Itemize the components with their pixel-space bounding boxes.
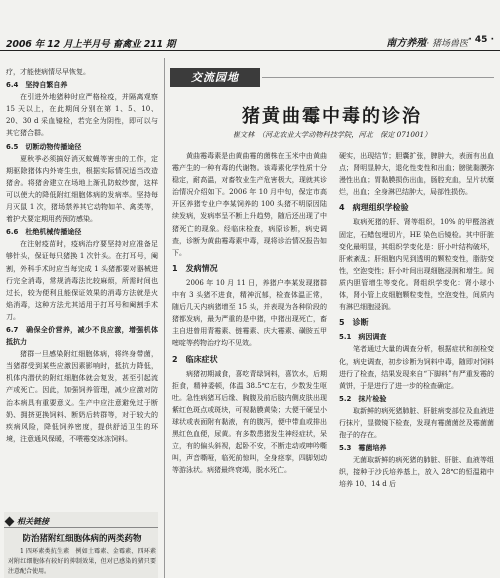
section-5-3-heading: 5.3 霉菌培养 [339,444,387,453]
section-6-4-heading: 6.4 坚持自繁自养 [6,81,68,90]
section-6-6-body: 在注射疫苗时，疫病治疗要坚持对应准备足够针头，保证每只猪换 1 次针头。在打耳号，阉割，外科手术时应当每完成 1 头猪都要对器械进行完全消毒，常规消毒法比较麻烦，所需时间也过长，较为便利且能保证效果的消毒方法就是火焰消毒，这种方法尤其适用于打耳号和阉割手术刀。 [6,240,158,321]
section-5-2-body: 取新鲜的病死猪肺脏、肝脏病变部位及血液进行抹片，显微镜下检查，发现有霉菌菌丝及霉菌菌孢子的存在。 [339,406,494,440]
box-rule [4,527,158,528]
left-cont-text: 疗，才能使病情尽早恢复。 [6,68,90,76]
section-5-1-body: 笔者通过大量的调查分析，根据症状和剖检变化，病史调查，初步诊断为饲料中毒，随即对饲料进行了检查，结果发现来自“下脚料”有严重发霉的黄饼，于是进行了进一步的检查确定。 [339,345,494,390]
section-label [386,34,468,49]
related-link-tag-text: 相关链接 [17,517,49,526]
page-header [0,0,500,48]
column-banner: 交流园地 [170,68,260,87]
diamond-bullet-icon [5,517,15,527]
section-5-heading: 5 诊断 [339,318,369,328]
column-divider [164,58,165,578]
article-title: 猪黄曲霉中毒的诊治 [242,106,422,127]
section-1-heading: 1 发病情况 [172,263,218,273]
brand-label: 南方养殖 [386,38,427,49]
section-6-4-body: 在引进外地猪种时应严格检疫，并隔离观察 15 天以上，在此期间分别在第 1、5、10、20、30 d 采血镜检，若完全为阴性，即可以与其它猪合群。 [6,93,158,138]
intro-paragraph: 黄曲霉毒素是由黄曲霉的菌株在玉米中由黄曲霉产生的一种有毒的代谢物。该毒素化学性质十分稳定，耐高温，对畜牧业生产危害极大，现就其诊治情况介绍如下。2006 年 10 月中旬，保定市高开区养猪专业户李某饲养的 100 头猪不明原因陆续发病，发病率呈不断上升趋势，随后还出现了中猪死亡的现象。经临床检查，病原诊断，病史调查，诊断为黄曲霉毒素中毒，现将诊治情况报告如下。 [172,152,327,257]
section-5-1-heading: 5.1 病因调查 [339,333,387,342]
section-6-7-heading: 6.7 确保全价营养，减少不良应激，增强机体抵抗力 [6,325,158,347]
section-1-body: 2006 年 10 月 11 日，养猪户李某发现猪群中有 3 头猪不进食，精神沉郁，检查体温正常，随后几天内病猪增至 15 头，并表现为各种阶段的猪都发病，最为严重的是中猪，中猪出现死亡，畜主自进曾用青霉素、链霉素、庆大霉素、磺胺五甲嘧啶等药物治疗均不见效。 [172,278,327,348]
issue-label: 2006 年 12 月上半月号 畜禽业 211 期 [6,39,176,50]
right-column [339,150,494,491]
section-6-5-heading: 6.5 切断动物传播途径 [6,142,82,151]
related-link-body: 1 四环素类抗生素 例如土霉素、金霉素、四环素对附红细胞体有较好的抑制效果，但对已感染的猪只要注意配合使用。 [8,548,156,575]
article-author: 崔文林 （河北农业大学动物科技学院，河北 保定 071001） [232,130,432,139]
banner-rule [262,77,494,78]
section-6-5-body: 夏秋季必须搞好消灭蚊蝇等害虫的工作，定期驱除猪体内外寄生虫，根据实际情况适当改造猪舍。将猪舍建立在场地上渐孔防蚊纱窗，这样可以使大的降低附红细胞体病的发病率。坚持每月灭鼠 1 次，猪场禁养其它动物如羊、禽类等，着护犬要定期用药预防感染。 [6,154,158,224]
page-number: · 45 · [468,35,494,45]
header-rule [0,50,500,51]
section-2-heading: 2 临床症状 [172,354,218,364]
left-column [6,66,158,445]
section-2-body: 病猪初期减食，喜吃青绿饲料，喜饮水，后期拒食，精神委顿，体温 38.5℃左右，少数发生呕吐。急性病猪耳后缘、胸腹及前后肢内侧皮肤出现紫红色斑点或斑块，可视黏膜黄染；大便干硬呈小球状或表面附有黏液，有的腹泻，便中带血或排出黑红色血便，尿黄。有多数患猪发生神经症状，呆立，有的偏头斜视，起卧不安，不断走动或呻吟嘶叫，声音嘶哑，临死前惊叫，全身痉挛，四脚划动等游泳状。病猪最终衰竭，脱水死亡。 [172,369,327,475]
related-link-tag [6,516,49,527]
related-link-title: 防治猪附红细胞体病的两类药物 [22,534,142,544]
section-sub-label: · 猪场兽医 [426,39,468,49]
section-5-3-body: 无菌取新鲜的病死猪的肺脏、肝脏、血液等组织，接种于沙氏培养基上，放入 28℃的恒温箱中培养 10、14 d 后 [339,456,494,489]
section-6-6-heading: 6.6 杜绝机械传播途径 [6,228,82,237]
section-4-body: 取病死猪的肝、肾等组织，10% 的甲醛溶液固定，石蜡包埋切片，HE 染色后镜检。其中肝脏变化最明显，其组织学变化是：肝小叶结构破坏，肝索紊乱；肝细胞内见到透明的颗粒变性，脂肪变性，空泡变性；肝小叶间出现细胞浸润和增生。间质内胆管增生等变化。肾组织学变化：肾小球小体，肾小管上皮细胞颗粒变性，空泡变性，间质内有淋巴细胞浸润。 [339,218,494,312]
section-5-2-heading: 5.2 抹片检验 [339,394,387,403]
section-6-7-body: 猪群一旦感染附红细胞体病，将终身带菌，当猪群受到某些应激因素影响时，抵抗力降低，机体内潜伏的附红细胞体就会复发，甚至引起流产或死亡。因此，加强饲养管理，减少应激对防治本病具有重要意义。生产中应注意避免过于断奶、拥挤更换饲料、断奶后转群等，对于较大的疾病风险，降低饲养密度，提供舒适卫生的环境，注意通风保暖，不喂霉变冰冻饲料。 [6,350,158,443]
middle-column [172,150,327,476]
right-cont-text: 硬实，出现结节；胆囊扩张，脾肿大，表面有出血点；肾明显肿大，退化性变性和出血；膀胱黏膜弥漫性出血；胃黏膜损伤出血，肠腔充血，呈片状糜烂，出血；全身淋巴结肿大，局部性损伤。 [339,152,494,197]
section-4-heading: 4 病理组织学检验 [339,203,409,213]
